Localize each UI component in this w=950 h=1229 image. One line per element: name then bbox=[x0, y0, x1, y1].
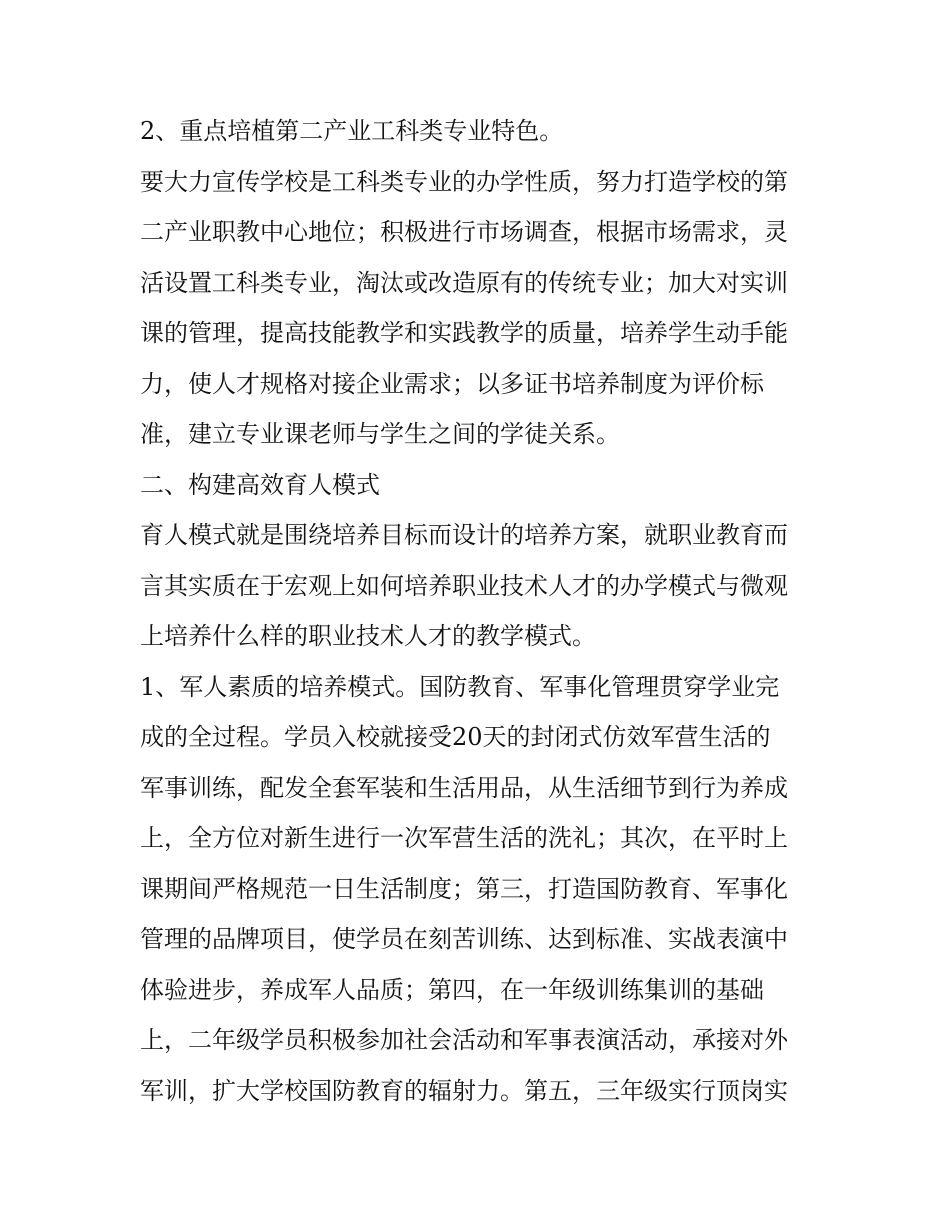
paragraph-line: 二产业职教中心地位；积极进行市场调查，根据市场需求，灵 bbox=[140, 218, 788, 246]
paragraph-line: 体验进步，养成军人品质；第四，在一年级训练集训的基础 bbox=[140, 975, 764, 1004]
subheading-line: 2、重点培植第二产业工科类专业特色。 bbox=[140, 117, 564, 145]
paragraph-line: 课的管理，提高技能教学和实践教学的质量，培养学生动手能 bbox=[140, 319, 788, 347]
paragraph-line: 课期间严格规范一日生活制度；第三，打造国防教育、军事化 bbox=[140, 874, 788, 903]
paragraph-line: 要大力宣传学校是工科类专业的办学性质，努力打造学校的第 bbox=[140, 167, 788, 196]
paragraph-line: 成的全过程。学员入校就接受20天的封闭式仿效军营生活的 bbox=[140, 723, 771, 751]
paragraph-line: 准，建立专业课老师与学生之间的学徒关系。 bbox=[140, 420, 620, 448]
document-body bbox=[140, 106, 820, 1116]
paragraph-line: 军训，扩大学校国防教育的辐射力。第五，三年级实行顶岗实 bbox=[140, 1076, 788, 1105]
paragraph-line: 上，全方位对新生进行一次军营生活的洗礼；其次，在平时上 bbox=[140, 824, 788, 852]
section-heading: 二、构建高效育人模式 bbox=[140, 470, 380, 499]
paragraph-line: 管理的品牌项目，使学员在刻苦训练、达到标准、实战表演中 bbox=[140, 925, 788, 953]
paragraph-line: 1、军人素质的培养模式。国防教育、军事化管理贯穿学业完 bbox=[140, 672, 780, 701]
paragraph-line: 活设置工科类专业，淘汰或改造原有的传统专业；加大对实训 bbox=[140, 268, 788, 297]
paragraph-line: 育人模式就是围绕培养目标而设计的培养方案，就职业教育而 bbox=[140, 521, 788, 549]
paragraph-line: 言其实质在于宏观上如何培养职业技术人才的办学模式与微观 bbox=[140, 571, 788, 600]
paragraph-line: 军事训练，配发全套军装和生活用品，从生活细节到行为养成 bbox=[140, 773, 788, 802]
paragraph-line: 上培养什么样的职业技术人才的教学模式。 bbox=[140, 622, 596, 650]
paragraph-line: 力，使人才规格对接企业需求；以多证书培养制度为评价标 bbox=[140, 369, 764, 398]
paragraph-line: 上，二年级学员积极参加社会活动和军事表演活动，承接对外 bbox=[140, 1026, 788, 1054]
